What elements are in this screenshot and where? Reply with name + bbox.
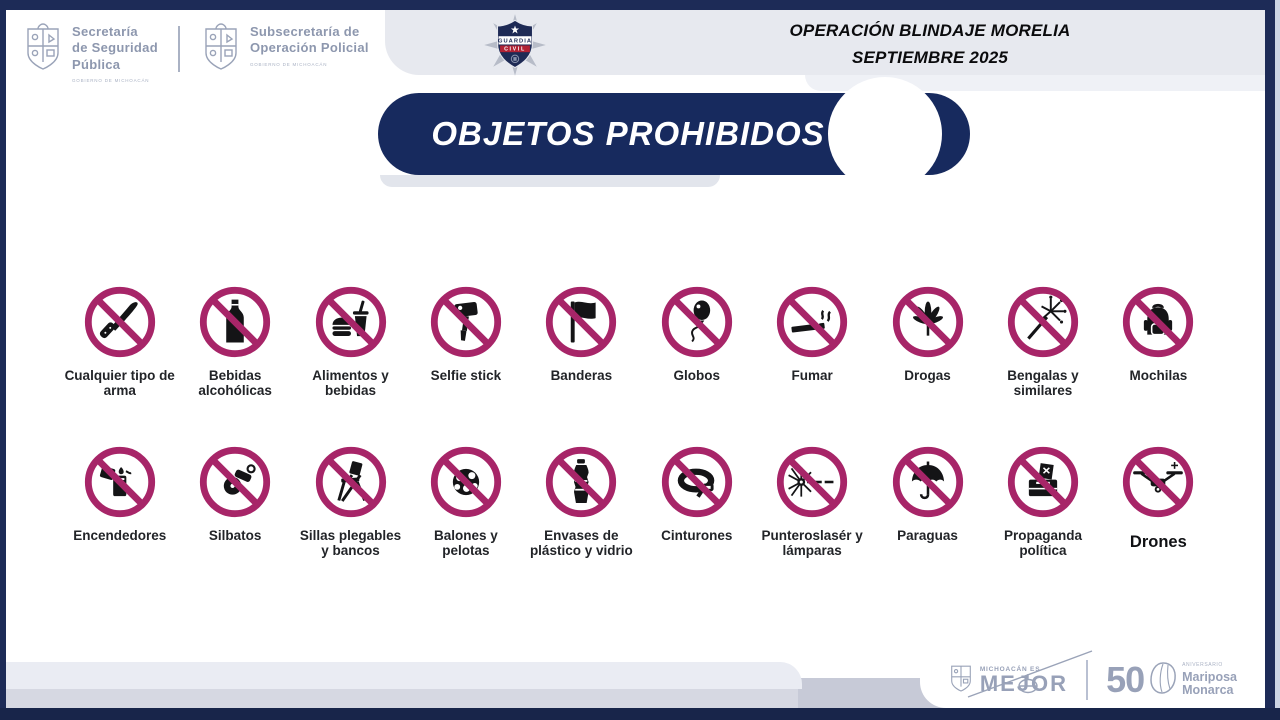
michoacan-shield-icon <box>948 661 974 700</box>
flag-icon <box>542 283 620 361</box>
section-banner <box>378 93 970 175</box>
prohibited-item-label: Sillas plegables y bancos <box>299 528 402 559</box>
prohibited-item-label: Banderas <box>550 368 613 383</box>
agency-subsecretaria-operacion <box>200 22 369 79</box>
backpack-icon <box>1119 283 1197 361</box>
michoacan-logo-text <box>980 666 1068 695</box>
prohibited-item <box>408 283 523 399</box>
prohibited-items-row1 <box>62 283 1216 399</box>
prohibited-item <box>1101 283 1216 399</box>
bottom-frame-bar <box>0 708 1280 720</box>
drone-icon <box>1119 443 1197 521</box>
anniversary-line1: Mariposa <box>1182 669 1237 684</box>
michoacan-shield-icon <box>22 22 64 79</box>
prohibited-item <box>985 443 1100 559</box>
footer-band-light <box>6 662 802 689</box>
banner-shadow-shape <box>380 175 720 187</box>
selfie-stick-icon <box>427 283 505 361</box>
umbrella-icon <box>889 443 967 521</box>
prohibited-item <box>1101 443 1216 559</box>
prohibited-item-label: Bebidas alcohólicas <box>198 368 272 399</box>
lighter-icon <box>81 443 159 521</box>
agency-text <box>72 22 158 83</box>
page-title: OBJETOS PROHIBIDOS <box>431 115 825 152</box>
prohibited-item <box>524 283 639 399</box>
knife-icon <box>81 283 159 361</box>
top-frame-bar <box>0 0 1280 10</box>
ball-icon <box>427 443 505 521</box>
header-logo-divider <box>178 26 180 72</box>
cannabis-icon <box>889 283 967 361</box>
badge-text-civil: CIVIL <box>504 46 526 53</box>
food-and-drink-icon <box>312 283 390 361</box>
prohibited-item <box>639 283 754 399</box>
whistle-icon <box>196 443 274 521</box>
ballot-box-icon <box>1004 443 1082 521</box>
michoacan-shield-icon <box>200 22 242 79</box>
operation-title-line2: SEPTIEMBRE 2025 <box>851 48 1009 68</box>
prohibited-item <box>870 283 985 399</box>
prohibited-item-label: Selfie stick <box>430 368 502 383</box>
laser-pointer-icon <box>773 443 851 521</box>
balloon-icon <box>658 283 736 361</box>
prohibited-item-label: Drones <box>1129 533 1187 551</box>
prohibited-item <box>177 283 292 399</box>
agency-title-line: Operación Policial <box>249 40 369 56</box>
anniversary-text <box>1182 663 1237 697</box>
left-frame-bar <box>0 0 6 720</box>
anniversary-line2: Monarca <box>1182 682 1234 697</box>
belt-icon <box>658 443 736 521</box>
prohibited-item-label: Fumar <box>791 368 833 383</box>
prohibited-item-label: Mochilas <box>1129 368 1188 383</box>
plastic-bottle-icon <box>542 443 620 521</box>
agency-caption: GOBIERNO DE MICHOACÁN <box>249 61 328 67</box>
operation-title-line1: OPERACIÓN BLINDAJE MORELIA <box>789 21 1071 40</box>
prohibited-item <box>524 443 639 559</box>
agency-text <box>250 22 369 67</box>
mariposa-monarca-50-logo <box>1106 660 1237 701</box>
agency-title-line: de Seguridad <box>72 40 158 56</box>
prohibited-item-label: Cualquier tipo de arma <box>64 368 175 399</box>
agency-caption: GOBIERNO DE MICHOACÁN <box>72 77 150 83</box>
agency-logos <box>22 22 369 83</box>
agency-title-line: Pública <box>72 56 121 72</box>
sparkler-icon <box>1004 283 1082 361</box>
agency-title-line: Secretaría <box>72 24 138 39</box>
prohibited-item <box>985 283 1100 399</box>
prohibited-item-label: Silbatos <box>208 528 262 543</box>
right-frame-bar <box>1265 0 1275 720</box>
prohibited-item <box>639 443 754 559</box>
right-frame-edge <box>1275 0 1280 720</box>
agency-title-line: Subsecretaría de <box>249 24 360 39</box>
michoacan-logo-small-text: MICHOACÁN ES <box>979 665 1041 673</box>
prohibited-item-label: Envases de plástico y vidrio <box>529 528 633 559</box>
prohibited-item <box>293 443 408 559</box>
prohibited-items-row2 <box>62 443 1216 559</box>
prohibited-item <box>62 283 177 399</box>
michoacan-es-mejor-logo <box>948 661 1068 700</box>
folding-chair-icon <box>312 443 390 521</box>
prohibited-item-label: Cinturones <box>661 528 733 543</box>
prohibited-item-label: Paraguas <box>897 528 958 543</box>
operation-title <box>690 17 1170 71</box>
monarch-butterfly-icon <box>1148 660 1178 701</box>
prohibited-item <box>754 283 869 399</box>
prohibited-item <box>870 443 985 559</box>
footer-logo-divider <box>1086 660 1088 700</box>
anniversary-caption: ANIVERSARIO <box>1182 662 1223 669</box>
prohibited-item-label: Drogas <box>904 368 951 383</box>
prohibited-item-label: Punteroslasér y lámparas <box>761 528 863 559</box>
prohibited-item-label: Globos <box>673 368 720 383</box>
michoacan-logo-big-text: MEJOR <box>979 670 1069 696</box>
badge-text-guardia: GUARDIA <box>497 38 533 45</box>
agency-secretaria-seguridad <box>22 22 158 83</box>
cigarette-icon <box>773 283 851 361</box>
prohibited-item <box>62 443 177 559</box>
prohibited-item <box>408 443 523 559</box>
guardia-civil-badge <box>481 9 549 83</box>
prohibited-item-label: Propaganda política <box>1003 528 1082 559</box>
anniversary-number: 50 <box>1106 659 1145 700</box>
alcohol-bottle-icon <box>196 283 274 361</box>
prohibited-item-label: Alimentos y bebidas <box>312 368 389 399</box>
prohibited-item-label: Bengalas y similares <box>1007 368 1079 399</box>
prohibited-item-label: Encendedores <box>73 528 167 543</box>
prohibited-item <box>754 443 869 559</box>
prohibited-item-label: Balones y pelotas <box>434 528 498 559</box>
footer-logo-panel <box>920 652 1265 708</box>
prohibited-item <box>177 443 292 559</box>
prohibited-item <box>293 283 408 399</box>
